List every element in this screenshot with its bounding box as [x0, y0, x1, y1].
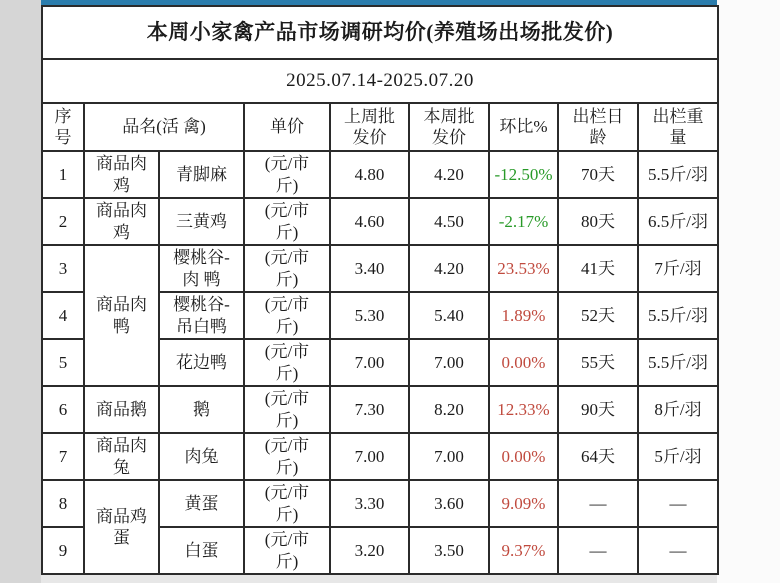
unit-cell: (元/市斤)	[244, 292, 330, 339]
this-week-price-cell: 3.50	[409, 527, 489, 574]
title-row	[42, 6, 718, 59]
slaughter-age-cell: 90天	[558, 386, 638, 433]
slaughter-weight-cell: 5.5斤/羽	[638, 292, 718, 339]
item-name-cell: 樱桃谷-吊白鸭	[159, 292, 244, 339]
change-percent-cell: 23.53%	[489, 245, 558, 292]
slaughter-weight-cell: 5斤/羽	[638, 433, 718, 480]
this-week-price-cell: 7.00	[409, 339, 489, 386]
last-week-price-cell: 3.40	[330, 245, 409, 292]
last-week-price-cell: 7.30	[330, 386, 409, 433]
row-index-cell: 1	[42, 151, 84, 198]
item-name-cell: 樱桃谷-肉 鸭	[159, 245, 244, 292]
table-row	[42, 433, 718, 480]
last-week-price-cell: 3.20	[330, 527, 409, 574]
header-slaughter-age: 出栏日龄	[558, 103, 638, 151]
slaughter-weight-cell: —	[638, 527, 718, 574]
table-row	[42, 151, 718, 198]
this-week-price-cell: 4.50	[409, 198, 489, 245]
this-week-price-cell: 8.20	[409, 386, 489, 433]
table-row	[42, 198, 718, 245]
change-percent-cell: 0.00%	[489, 339, 558, 386]
slaughter-age-cell: —	[558, 480, 638, 527]
slaughter-age-cell: 52天	[558, 292, 638, 339]
price-table-sheet	[41, 0, 717, 575]
price-table	[41, 5, 719, 575]
table-row	[42, 245, 718, 292]
header-row	[42, 103, 718, 151]
change-percent-cell: 12.33%	[489, 386, 558, 433]
this-week-price-cell: 3.60	[409, 480, 489, 527]
page-title: 本周小家禽产品市场调研均价(养殖场出场批发价)	[42, 6, 718, 59]
item-name-cell: 鹅	[159, 386, 244, 433]
slaughter-age-cell: —	[558, 527, 638, 574]
category-cell: 商品肉兔	[84, 433, 159, 480]
header-change-percent: 环比%	[489, 103, 558, 151]
unit-cell: (元/市斤)	[244, 386, 330, 433]
row-index-cell: 3	[42, 245, 84, 292]
unit-cell: (元/市斤)	[244, 433, 330, 480]
slaughter-weight-cell: 8斤/羽	[638, 386, 718, 433]
slaughter-weight-cell: 5.5斤/羽	[638, 151, 718, 198]
slaughter-weight-cell: 6.5斤/羽	[638, 198, 718, 245]
slaughter-age-cell: 64天	[558, 433, 638, 480]
unit-cell: (元/市斤)	[244, 198, 330, 245]
item-name-cell: 花边鸭	[159, 339, 244, 386]
left-margin	[0, 0, 41, 583]
row-index-cell: 2	[42, 198, 84, 245]
change-percent-cell: -12.50%	[489, 151, 558, 198]
slaughter-age-cell: 80天	[558, 198, 638, 245]
last-week-price-cell: 5.30	[330, 292, 409, 339]
slaughter-weight-cell: 7斤/羽	[638, 245, 718, 292]
date-row	[42, 59, 718, 103]
unit-cell: (元/市斤)	[244, 151, 330, 198]
unit-cell: (元/市斤)	[244, 480, 330, 527]
header-index: 序号	[42, 103, 84, 151]
category-cell: 商品肉鸡	[84, 198, 159, 245]
slaughter-age-cell: 55天	[558, 339, 638, 386]
header-this-week-price: 本周批发价	[409, 103, 489, 151]
header-slaughter-weight: 出栏重量	[638, 103, 718, 151]
this-week-price-cell: 4.20	[409, 245, 489, 292]
slaughter-age-cell: 41天	[558, 245, 638, 292]
category-cell: 商品鹅	[84, 386, 159, 433]
item-name-cell: 肉兔	[159, 433, 244, 480]
table-row	[42, 480, 718, 527]
header-unit: 单价	[244, 103, 330, 151]
slaughter-weight-cell: —	[638, 480, 718, 527]
item-name-cell: 白蛋	[159, 527, 244, 574]
this-week-price-cell: 7.00	[409, 433, 489, 480]
row-index-cell: 8	[42, 480, 84, 527]
slaughter-age-cell: 70天	[558, 151, 638, 198]
last-week-price-cell: 7.00	[330, 339, 409, 386]
table-row	[42, 386, 718, 433]
unit-cell: (元/市斤)	[244, 527, 330, 574]
category-cell: 商品鸡蛋	[84, 480, 159, 574]
header-last-week-price: 上周批发价	[330, 103, 409, 151]
unit-cell: (元/市斤)	[244, 245, 330, 292]
row-index-cell: 4	[42, 292, 84, 339]
table-body	[42, 6, 718, 574]
unit-cell: (元/市斤)	[244, 339, 330, 386]
change-percent-cell: 1.89%	[489, 292, 558, 339]
item-name-cell: 黄蛋	[159, 480, 244, 527]
change-percent-cell: 0.00%	[489, 433, 558, 480]
row-index-cell: 6	[42, 386, 84, 433]
category-cell: 商品肉鸡	[84, 151, 159, 198]
last-week-price-cell: 4.60	[330, 198, 409, 245]
row-index-cell: 9	[42, 527, 84, 574]
item-name-cell: 三黄鸡	[159, 198, 244, 245]
category-cell: 商品肉鸭	[84, 245, 159, 386]
last-week-price-cell: 4.80	[330, 151, 409, 198]
slaughter-weight-cell: 5.5斤/羽	[638, 339, 718, 386]
row-index-cell: 7	[42, 433, 84, 480]
this-week-price-cell: 4.20	[409, 151, 489, 198]
last-week-price-cell: 7.00	[330, 433, 409, 480]
change-percent-cell: -2.17%	[489, 198, 558, 245]
row-index-cell: 5	[42, 339, 84, 386]
header-product-name: 品名(活 禽)	[84, 103, 244, 151]
last-week-price-cell: 3.30	[330, 480, 409, 527]
date-range: 2025.07.14-2025.07.20	[42, 59, 718, 103]
change-percent-cell: 9.09%	[489, 480, 558, 527]
this-week-price-cell: 5.40	[409, 292, 489, 339]
item-name-cell: 青脚麻	[159, 151, 244, 198]
change-percent-cell: 9.37%	[489, 527, 558, 574]
